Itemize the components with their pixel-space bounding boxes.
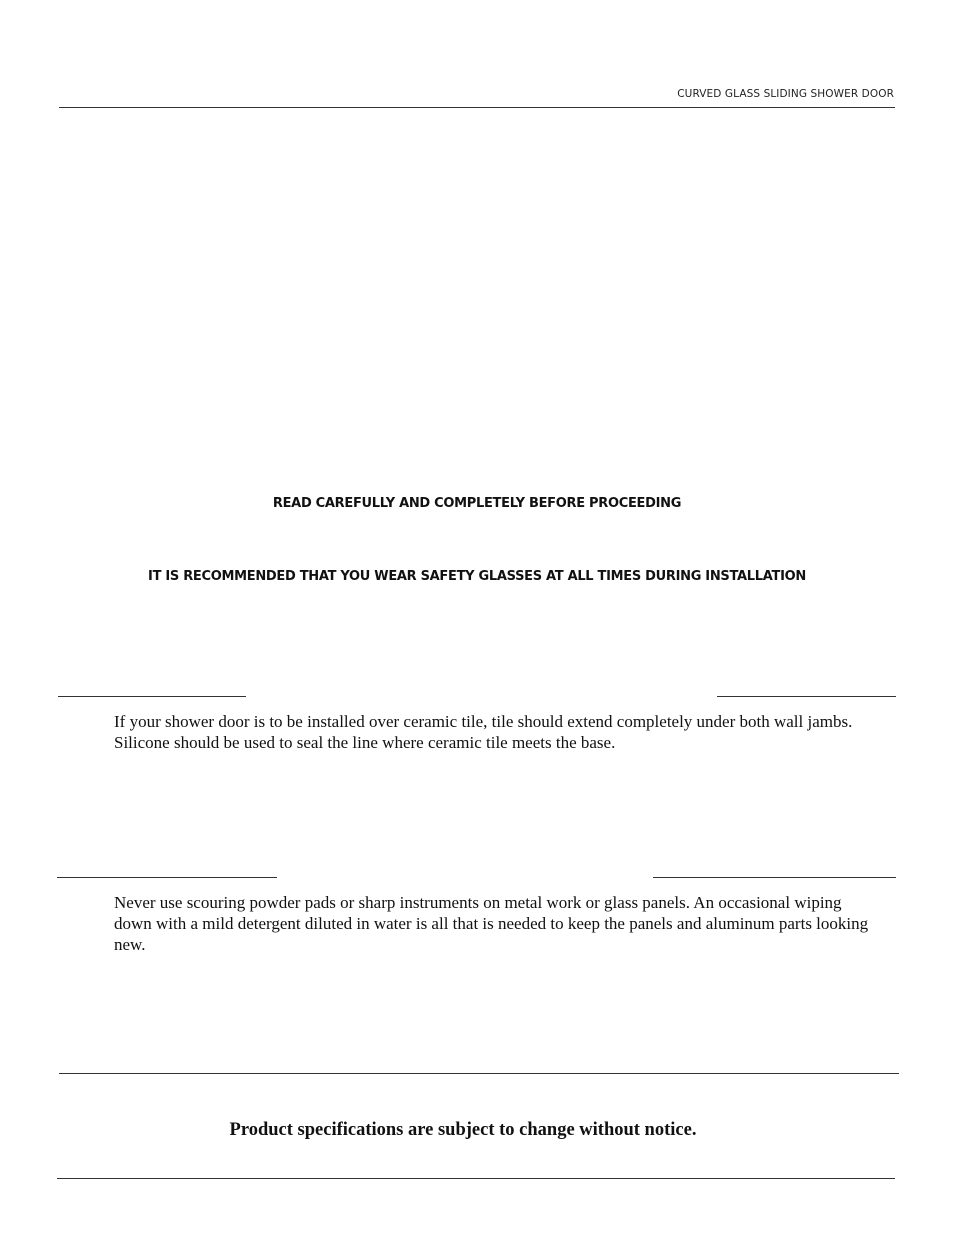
ceramic-tile-paragraph: If your shower door is to be installed over ceramic tile, tile should extend completely under both wall jambs. Silicone should be used to seal the line where ceramic tile meets the base. <box>114 712 853 752</box>
safety-glasses-notice: IT IS RECOMMENDED THAT YOU WEAR SAFETY GLASSES AT ALL TIMES DURING INSTALLATION <box>148 569 806 584</box>
section-1-rule-left <box>58 696 246 697</box>
read-carefully-notice: READ CAREFULLY AND COMPLETELY BEFORE PROCEEDING <box>272 496 682 511</box>
section-2-rule-left <box>57 877 277 878</box>
header-rule <box>59 107 895 108</box>
section-2-rule-right <box>653 877 896 878</box>
section-1-rule-right <box>717 696 896 697</box>
specifications-notice: Product specifications are subject to change without notice. <box>229 1120 697 1140</box>
document-header-title: CURVED GLASS SLIDING SHOWER DOOR <box>677 88 894 100</box>
footer-rule-bottom <box>57 1178 895 1179</box>
footer-rule-top <box>59 1073 899 1074</box>
care-paragraph: Never use scouring powder pads or sharp instruments on metal work or glass panels. An occasional wiping down with a mild detergent diluted in water is all that is needed to keep the panels and aluminum parts looking new. <box>114 893 869 954</box>
